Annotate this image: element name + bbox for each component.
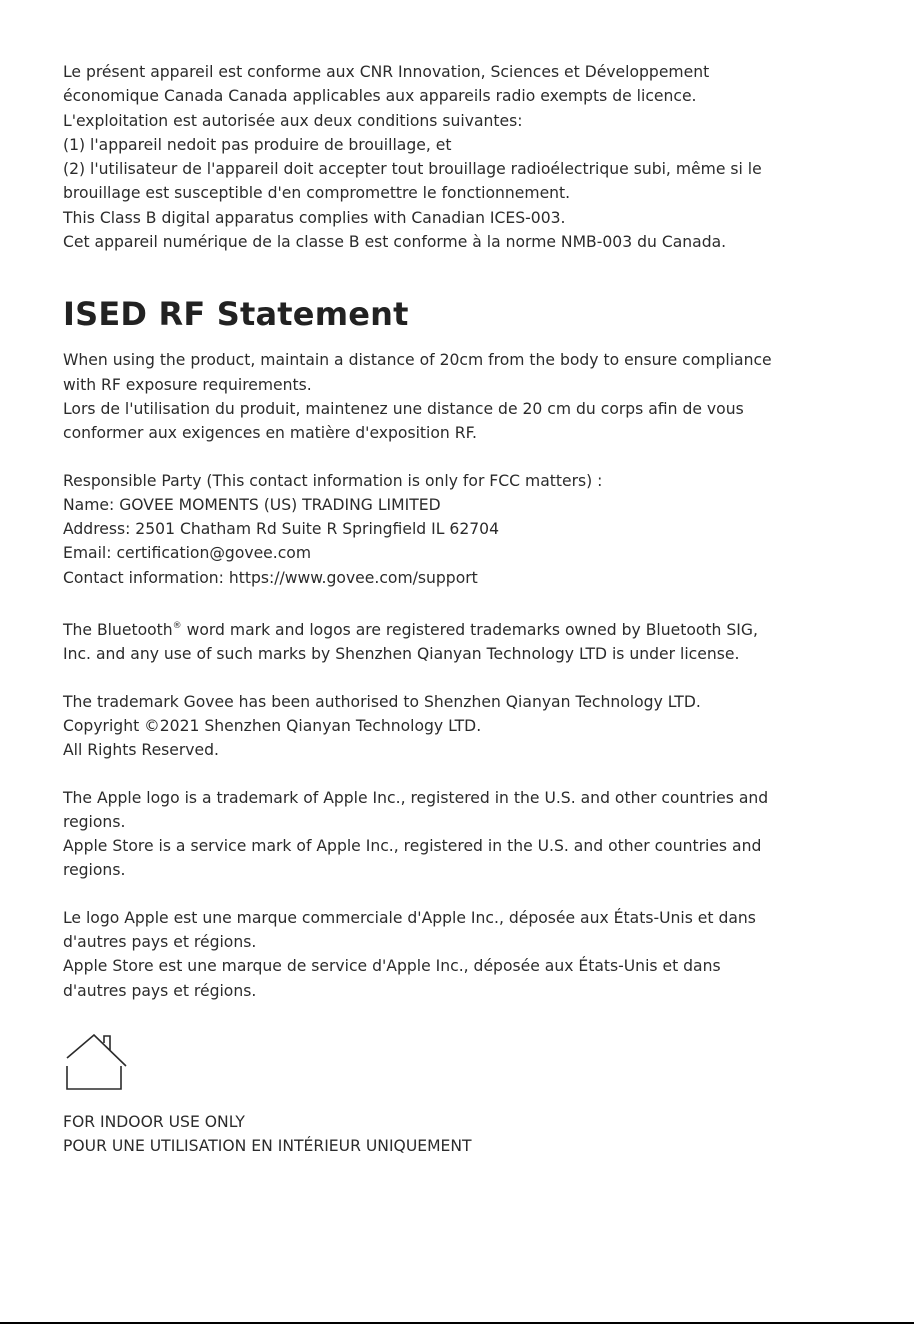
- ised-statement: [63, 348, 863, 445]
- text-line: This Class B digital apparatus complies with Canadian ICES-003.: [63, 208, 566, 227]
- text-line: Cet appareil numérique de la classe B est conforme à la norme NMB-003 du Canada.: [63, 233, 727, 252]
- text-line: Name: GOVEE MOMENTS (US) TRADING LIMITED: [63, 495, 441, 514]
- text-line: [63, 618, 863, 642]
- text-line: d'autres pays et régions.: [63, 933, 257, 952]
- text-line: The Apple logo is a trademark of Apple Inc., registered in the U.S. and other countries and: [63, 788, 769, 807]
- text-line: économique Canada Canada applicables aux appareils radio exempts de licence.: [63, 87, 697, 106]
- house-icon: [63, 1034, 129, 1090]
- text-line: Contact information: https://www.govee.com/support: [63, 568, 478, 587]
- text-line: POUR UNE UTILISATION EN INTÉRIEUR UNIQUEMENT: [63, 1137, 472, 1156]
- bluetooth-suffix: word mark and logos are registered trademarks owned by Bluetooth SIG,: [181, 621, 758, 640]
- apple-statement-en: [63, 786, 863, 883]
- text-line: The trademark Govee has been authorised to Shenzhen Qianyan Technology LTD.: [63, 692, 701, 711]
- text-line: Address: 2501 Chatham Rd Suite R Springfield IL 62704: [63, 520, 500, 539]
- text-line: Inc. and any use of such marks by Shenzhen Qianyan Technology LTD is under license.: [63, 645, 740, 664]
- text-line: FOR INDOOR USE ONLY: [63, 1112, 245, 1131]
- text-line: brouillage est susceptible d'en compromettre le fonctionnement.: [63, 184, 571, 203]
- text-line: conformer aux exigences en matière d'exposition RF.: [63, 424, 477, 443]
- ised-heading: ISED RF Statement: [63, 295, 409, 334]
- registered-mark: ®: [172, 621, 182, 632]
- text-line: L'exploitation est autorisée aux deux conditions suivantes:: [63, 111, 523, 130]
- bluetooth-statement: [63, 618, 863, 667]
- text-line: Le logo Apple est une marque commerciale d'Apple Inc., déposée aux États-Unis et dans: [63, 908, 756, 927]
- compliance-page: [63, 60, 863, 1159]
- bluetooth-prefix: The Bluetooth: [63, 621, 173, 640]
- text-line: d'autres pays et régions.: [63, 981, 257, 1000]
- text-line: Apple Store est une marque de service d'Apple Inc., déposée aux États-Unis et dans: [63, 957, 721, 976]
- responsible-party: [63, 469, 863, 590]
- text-line: Lors de l'utilisation du produit, maintenez une distance de 20 cm du corps afin de vous: [63, 399, 744, 418]
- text-line: with RF exposure requirements.: [63, 375, 312, 394]
- apple-statement-fr: [63, 906, 863, 1003]
- text-line: Apple Store is a service mark of Apple Inc., registered in the U.S. and other countries and: [63, 837, 762, 856]
- text-line: Email: certification@govee.com: [63, 544, 312, 563]
- text-line: When using the product, maintain a distance of 20cm from the body to ensure compliance: [63, 351, 772, 370]
- text-line: Le présent appareil est conforme aux CNR Innovation, Sciences et Développement: [63, 63, 710, 81]
- text-line: Responsible Party (This contact information is only for FCC matters) :: [63, 471, 603, 490]
- ic-statement: [63, 60, 863, 254]
- text-line: All Rights Reserved.: [63, 741, 219, 760]
- indoor-use-notice: [63, 1110, 863, 1159]
- text-line: regions.: [63, 812, 126, 831]
- text-line: (2) l'utilisateur de l'appareil doit accepter tout brouillage radioélectrique subi, même si le: [63, 160, 762, 179]
- text-line: Copyright ©2021 Shenzhen Qianyan Technology LTD.: [63, 716, 482, 735]
- text-line: (1) l'appareil nedoit pas produire de brouillage, et: [63, 135, 452, 154]
- trademark-statement: [63, 690, 863, 763]
- text-line: regions.: [63, 861, 126, 880]
